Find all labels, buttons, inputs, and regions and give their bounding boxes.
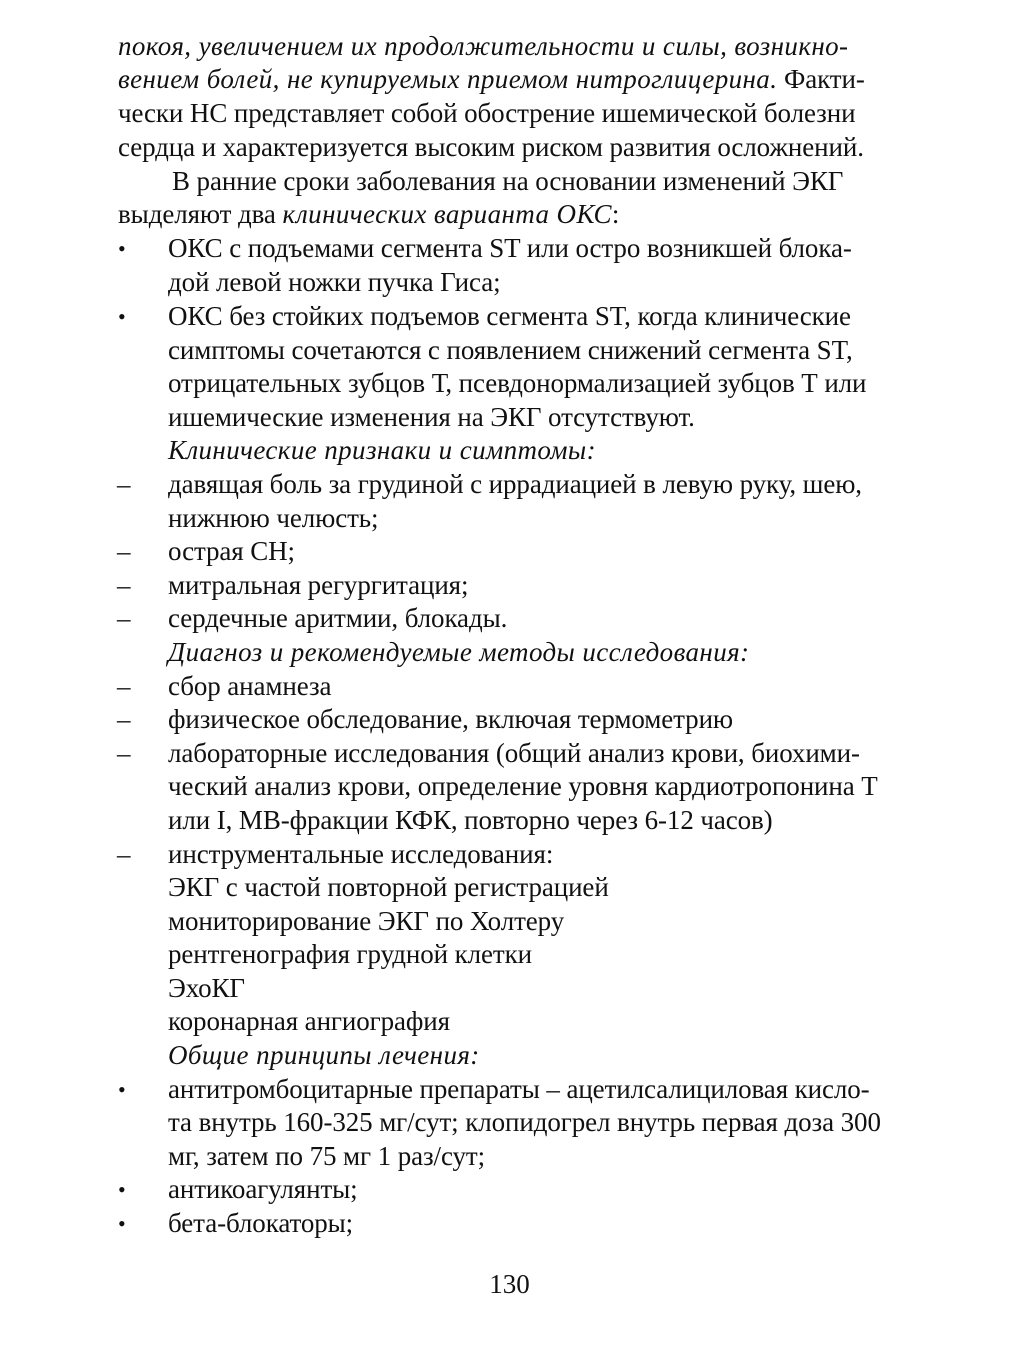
- list-item-line: рентгенография грудной клетки: [168, 939, 532, 969]
- list-item-line: мониторирование ЭКГ по Холтеру: [168, 906, 565, 936]
- dash-marker: –: [117, 704, 131, 734]
- list-item-line: ОКС без стойких подъемов сегмента ST, когда клинические: [168, 301, 851, 331]
- list-item-line: антикоагулянты;: [168, 1174, 358, 1204]
- list-item-line: та внутрь 160-325 мг/сут; клопидогрел внутрь первая доза 300: [168, 1107, 881, 1137]
- dash-marker: –: [117, 603, 131, 633]
- text-fragment: Факти-: [777, 64, 865, 94]
- list-item-line: коронарная ангиография: [168, 1006, 450, 1036]
- bullet-marker: •: [118, 304, 126, 329]
- list-item-line: ЭхоКГ: [168, 973, 245, 1003]
- text-line: сердца и характеризуется высоким риском развития осложнений.: [118, 132, 864, 162]
- text-line: чески НС представляет собой обострение ишемической болезни: [118, 98, 856, 128]
- list-item-line: симптомы сочетаются с появлением снижений сегмента ST,: [168, 335, 853, 365]
- list-item-line: митральная регургитация;: [168, 570, 469, 600]
- dash-marker: –: [117, 738, 131, 768]
- dash-marker: –: [117, 570, 131, 600]
- bullet-marker: •: [118, 236, 126, 261]
- italic-fragment: клинических варианта ОКС: [282, 199, 612, 229]
- list-item-line: лабораторные исследования (общий анализ крови, биохими-: [168, 738, 860, 768]
- list-item-line: ческий анализ крови, определение уровня кардиотропонина Т: [168, 771, 878, 801]
- text-fragment: :: [611, 199, 620, 229]
- list-item-line: острая СН;: [168, 536, 295, 566]
- text-line: В ранние сроки заболевания на основании изменений ЭКГ: [172, 166, 844, 196]
- dash-marker: –: [117, 469, 131, 499]
- list-item-line: бета-блокаторы;: [168, 1208, 354, 1238]
- list-item-line: инструментальные исследования:: [168, 839, 554, 869]
- list-item-line: физическое обследование, включая термометрию: [168, 704, 733, 734]
- list-item-line: давящая боль за грудиной с иррадиацией в левую руку, шею,: [168, 469, 862, 499]
- list-item-line: ОКС с подъемами сегмента ST или остро возникшей блока-: [168, 233, 852, 263]
- list-item-line: сбор анамнеза: [168, 671, 332, 701]
- page-number: 130: [489, 1269, 530, 1299]
- list-item-line: отрицательных зубцов Т, псевдонормализацией зубцов Т или: [168, 368, 867, 398]
- list-item-line: нижнюю челюсть;: [168, 503, 379, 533]
- list-item-line: ЭКГ с частой повторной регистрацией: [168, 872, 609, 902]
- dash-marker: –: [117, 536, 131, 566]
- list-item-line: сердечные аритмии, блокады.: [168, 603, 508, 633]
- dash-marker: –: [117, 839, 131, 869]
- section-heading: Диагноз и рекомендуемые методы исследования:: [168, 637, 750, 667]
- italic-fragment: вением болей, не купируемых приемом нитроглицерина.: [118, 64, 778, 94]
- text-line: [118, 63, 865, 96]
- list-item-line: дой левой ножки пучка Гиса;: [168, 267, 501, 297]
- text-line: [118, 198, 619, 231]
- bullet-marker: •: [118, 1211, 126, 1236]
- text-line: покоя, увеличением их продолжительности и силы, возникно-: [118, 31, 849, 61]
- list-item-line: мг, затем по 75 мг 1 раз/сут;: [168, 1141, 485, 1171]
- section-heading: Клинические признаки и симптомы:: [168, 435, 597, 465]
- text-fragment: выделяют два: [118, 199, 283, 229]
- dash-marker: –: [117, 671, 131, 701]
- list-item-line: ишемические изменения на ЭКГ отсутствуют.: [168, 402, 695, 432]
- bullet-marker: •: [118, 1177, 126, 1202]
- list-item-line: антитромбоцитарные препараты – ацетилсалициловая кисло-: [168, 1074, 870, 1104]
- section-heading: Общие принципы лечения:: [168, 1040, 480, 1070]
- bullet-marker: •: [118, 1077, 126, 1102]
- list-item-line: или I, МВ-фракции КФК, повторно через 6-12 часов): [168, 805, 773, 835]
